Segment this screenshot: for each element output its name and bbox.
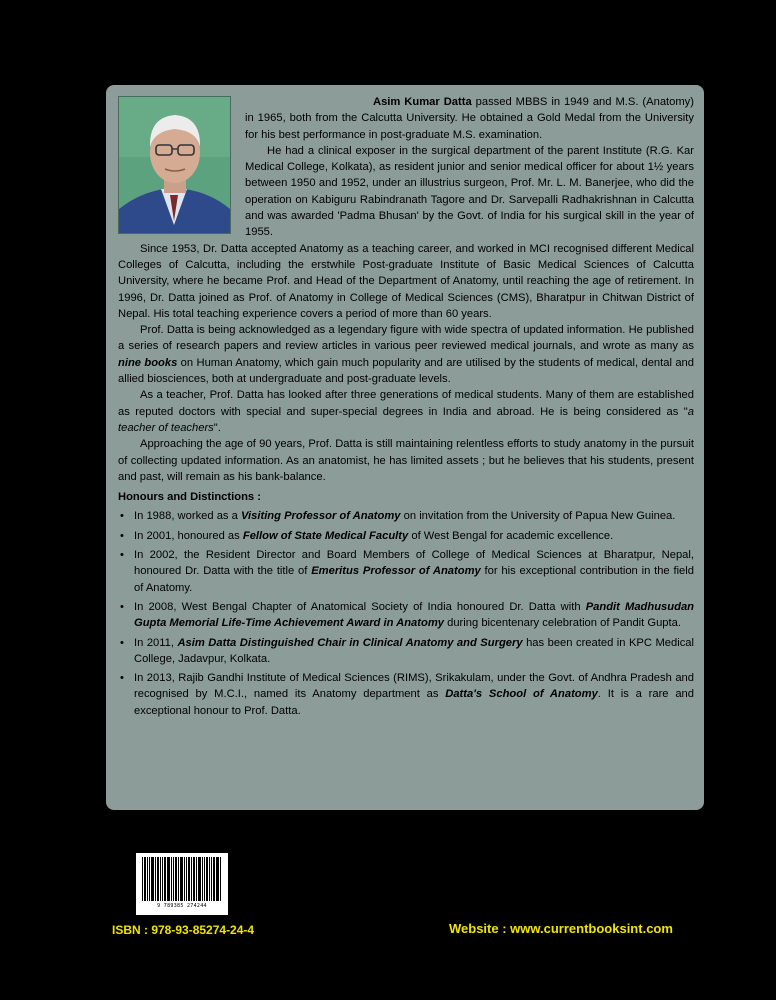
barcode-bar — [209, 857, 210, 901]
barcode-bar — [186, 857, 187, 901]
publications-text-c: on Human Anatomy, which gain much popularity and are utilised by the students of medical, dental and allied biosciences, both at undergraduate and post-graduate levels. — [118, 356, 694, 386]
barcode-bar — [173, 857, 174, 901]
bio-panel — [106, 85, 704, 810]
honour-text: In 2013, Rajib Gandhi Institute of Medical Sciences (RIMS), Srikakulam, under the Govt. of Andhra Pradesh and recognised by M.C.I., named its Anatomy department as — [134, 672, 694, 701]
barcode-bar — [198, 857, 201, 901]
barcode-bars — [142, 857, 222, 901]
barcode-bar — [171, 857, 172, 901]
honour-text: In 2011, — [134, 636, 178, 649]
barcode-bar — [151, 857, 154, 901]
barcode-bar — [191, 857, 192, 901]
barcode-bar — [193, 857, 195, 901]
honour-text: In 2008, West Bengal Chapter of Anatomical Society of India honoured Dr. Datta with — [134, 600, 586, 613]
website-label: Website : www.currentbooksint.com — [449, 921, 673, 936]
barcode-bar — [216, 857, 219, 901]
barcode-bar — [157, 857, 159, 901]
isbn-label: ISBN : 978-93-85274-24-4 — [112, 923, 255, 937]
barcode-bar — [211, 857, 212, 901]
barcode-bar — [184, 857, 185, 901]
honour-highlight: Datta's School of Anatomy — [445, 688, 598, 701]
author-name: Asim Kumar Datta — [373, 96, 472, 108]
honour-text: of West Bengal for academic excellence. — [408, 529, 614, 542]
intro-text: passed MBBS in 1949 and M.S. (Anatomy) in 1965, both from the Calcutta University. He obtained a Gold Medal from the University for his best performance in post-graduate M.S. examination. — [245, 96, 695, 141]
barcode-bar — [164, 857, 166, 901]
teacher-text-a: As a teacher, Prof. Datta has looked after three generations of medical students. Many of them are established as reputed doctors with special and super-special degrees in India and abroad. He is being considered as " — [118, 389, 694, 418]
honour-text: during bicentenary celebration of Pandit Gupta. — [444, 617, 681, 630]
barcode-bar — [202, 857, 203, 901]
barcode-bar — [155, 857, 156, 901]
honour-highlight: Asim Datta Distinguished Chair in Clinical Anatomy and Surgery — [177, 636, 523, 649]
barcode-bar — [144, 857, 146, 901]
honour-item — [118, 599, 694, 632]
bio-paragraph-teacher — [118, 387, 694, 436]
barcode-bar — [167, 857, 170, 901]
barcode-bar — [188, 857, 190, 901]
isbn-barcode — [136, 853, 228, 915]
bio-paragraph-current: Approaching the age of 90 years, Prof. Datta is still maintaining relentless efforts to study anatomy in the pursuit of collecting updated information. As an anatomist, he has limited assets ; but he believes that his students, present and past, will remain as his bank-balance. — [118, 438, 694, 483]
barcode-bar — [206, 857, 208, 901]
barcode-bar — [178, 857, 179, 901]
honour-item — [118, 635, 694, 668]
bio-paragraph-publications — [118, 322, 694, 387]
barcode-bar — [180, 857, 183, 901]
honour-item — [118, 528, 694, 544]
nine-books-highlight: nine books — [118, 356, 178, 369]
honours-heading: Honours and Distinctions : — [118, 491, 261, 504]
honour-highlight: Visiting Professor of Anatomy — [240, 510, 401, 523]
barcode-bar — [162, 857, 163, 901]
bio-paragraph-teaching: Since 1953, Dr. Datta accepted Anatomy as a teaching career, and worked in MCI recognised different Medical Colleges of Calcutta, including the erstwhile Post-graduate Institute of Basic Medical Sciences of Calcutta University, where he became Prof. and Head of the Department of Anatomy, until reaching the age of retirement. In 1996, Dr. Datta joined as Prof. of Anatomy in College of Medical Sciences (CMS), Bharatpur in Chitwan District of Nepal. His total teaching experience covers a period of more than 60 years. — [118, 242, 694, 320]
honour-text: In 2001, honoured as — [134, 529, 243, 542]
honours-list — [118, 508, 694, 719]
barcode-bar — [213, 857, 215, 901]
honour-text: for his exceptional contribution in the field of Anatomy. — [134, 565, 694, 594]
publications-text-a: Prof. Datta is being acknowledged as a legendary figure with wide spectra of updated information. He published a series of research papers and review articles in various peer reviewed medical journals, and wrote as many as — [118, 324, 694, 353]
barcode-bar — [196, 857, 197, 901]
teacher-text-c: ". — [213, 421, 221, 434]
honour-text: . It is a rare and exceptional honour to Prof. Datta. — [134, 688, 694, 717]
barcode-bar — [142, 857, 143, 901]
barcode-bar — [147, 857, 148, 901]
honour-highlight: Pandit Madhusudan Gupta Memorial Life-Time Achievement Award in Anatomy — [134, 600, 694, 630]
barcode-bar — [160, 857, 161, 901]
honour-text: on invitation from the University of Papua New Guinea. — [400, 510, 676, 523]
honour-text: In 1988, worked as a — [134, 510, 241, 523]
honour-highlight: Fellow of State Medical Faculty — [242, 529, 409, 542]
honour-text: In 2002, the Resident Director and Board Members of College of Medical Sciences at Bharatpur, Nepal, honoured Dr. Datta with the title of — [134, 549, 694, 578]
honour-text: has been created in KPC Medical College, Jadavpur, Kolkata. — [134, 636, 695, 665]
barcode-bar — [204, 857, 205, 901]
honour-item — [118, 547, 694, 596]
barcode-bar — [175, 857, 177, 901]
bio-paragraph-clinical: He had a clinical exposer in the surgical department of the parent Institute (R.G. Kar Medical College, Kolkata), as resident junior and senior medical officer for about 1½ years between 1950 and 1952, under an illustrius surgeon, Prof. Mr. L. M. Banerjee, who did the operation on Kabiguru Rabindranath Tagore and Dr. Sarvepalli Radhakrishnan in Calcutta and was awarded 'Padma Bhusan' by the Govt. of India for his surgical skill in the year of 1955. — [245, 144, 694, 239]
honour-highlight: Emeritus Professor of Anatomy — [311, 565, 481, 578]
barcode-bar — [149, 857, 150, 901]
barcode-bar — [220, 857, 221, 901]
honour-item — [118, 508, 694, 524]
author-photo — [118, 96, 231, 234]
honour-item — [118, 670, 694, 719]
barcode-digits: 9 789385 274244 — [157, 903, 207, 909]
teacher-of-teachers-highlight: a teacher of teachers — [118, 405, 694, 434]
